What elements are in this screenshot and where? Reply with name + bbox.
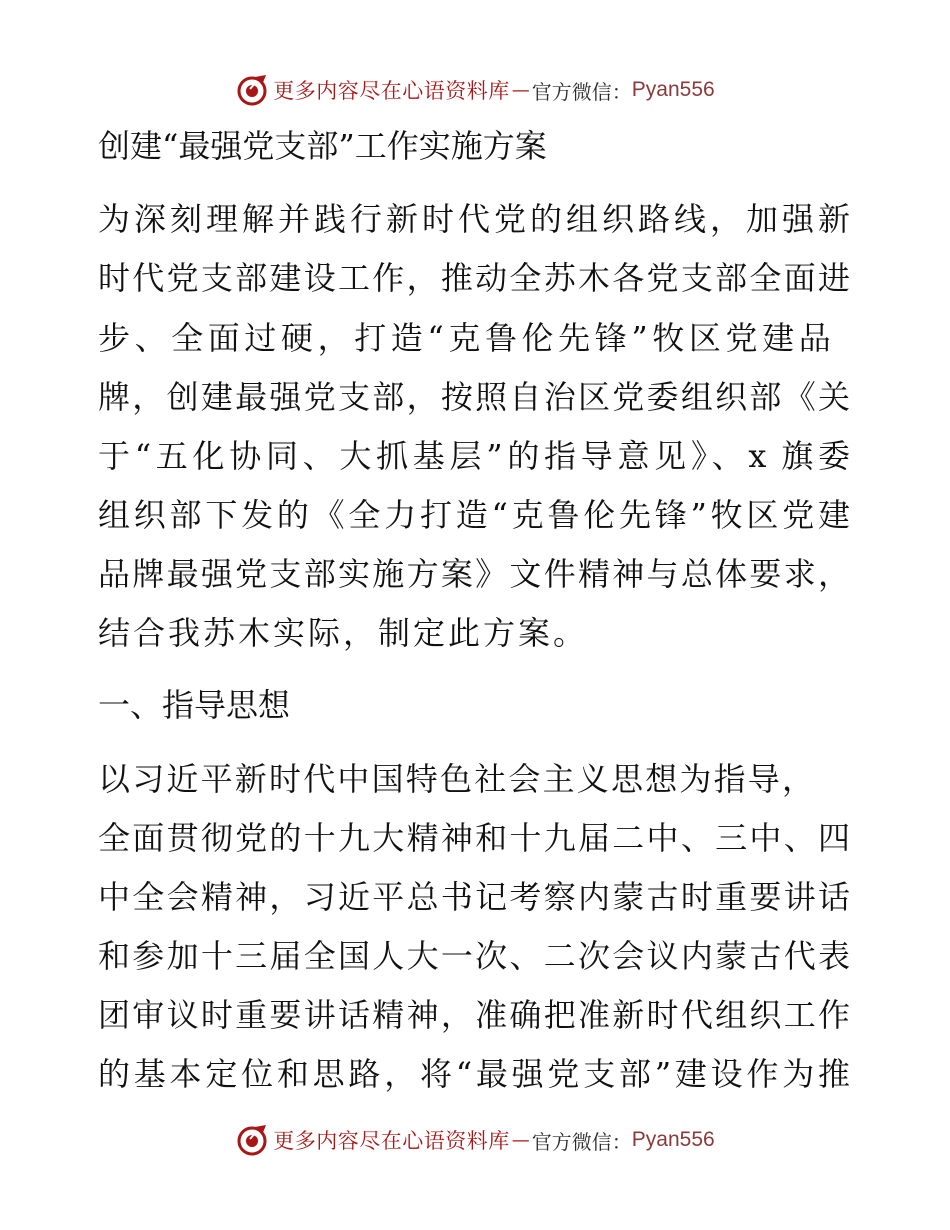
pen-nib-logo-icon bbox=[235, 73, 269, 107]
paragraph-line: 的基本定位和思路，将“最强党支部”建设作为推 bbox=[98, 1055, 850, 1093]
banner-separator: — bbox=[511, 79, 530, 101]
paragraph-line: 和参加十三届全国人大一次、二次会议内蒙古代表 bbox=[98, 937, 850, 975]
paragraph-line: 以习近平新时代中国特色社会主义思想为指导， bbox=[98, 760, 817, 798]
paragraph-line: 于“五化协同、大抓基层”的指导意见》、x 旗委 bbox=[98, 437, 850, 475]
wechat-id: Pyan556 bbox=[631, 78, 715, 101]
paragraph-line: 结合我苏木实际，制定此方案。 bbox=[98, 614, 589, 652]
document-title: 创建“最强党支部”工作实施方案 bbox=[98, 127, 547, 165]
paragraph-line: 全面贯彻党的十九大精神和十九届二中、三中、四 bbox=[98, 819, 850, 857]
paragraph-line: 组织部下发的《全力打造“克鲁伦先锋”牧区党建 bbox=[98, 496, 850, 534]
section-heading: 一、指导思想 bbox=[98, 686, 291, 724]
banner-separator: — bbox=[511, 1129, 530, 1151]
pen-nib-logo-icon bbox=[235, 1123, 269, 1157]
official-wechat-label: 官方微信： bbox=[531, 79, 632, 104]
paragraph-line: 牌，创建最强党支部，按照自治区党委组织部《关 bbox=[98, 378, 850, 416]
paragraph-line: 为深刻理解并践行新时代党的组织路线，加强新 bbox=[98, 200, 850, 238]
paragraph-line: 步、全面过硬，打造“克鲁伦先锋”牧区党建品 bbox=[98, 319, 836, 357]
footer-banner bbox=[0, 1120, 950, 1160]
header-banner bbox=[0, 70, 950, 110]
official-wechat-label: 官方微信： bbox=[531, 1129, 632, 1154]
paragraph-line: 时代党支部建设工作，推动全苏木各党支部全面进 bbox=[98, 259, 850, 297]
paragraph-line: 中全会精神，习近平总书记考察内蒙古时重要讲话 bbox=[98, 878, 850, 916]
promo-text: 更多内容尽在心语资料库 bbox=[273, 1129, 510, 1153]
wechat-id: Pyan556 bbox=[631, 1128, 715, 1151]
paragraph-line: 品牌最强党支部实施方案》文件精神与总体要求， bbox=[98, 555, 850, 593]
promo-text: 更多内容尽在心语资料库 bbox=[273, 79, 510, 103]
paragraph-line: 团审议时重要讲话精神，准确把准新时代组织工作 bbox=[98, 996, 850, 1034]
